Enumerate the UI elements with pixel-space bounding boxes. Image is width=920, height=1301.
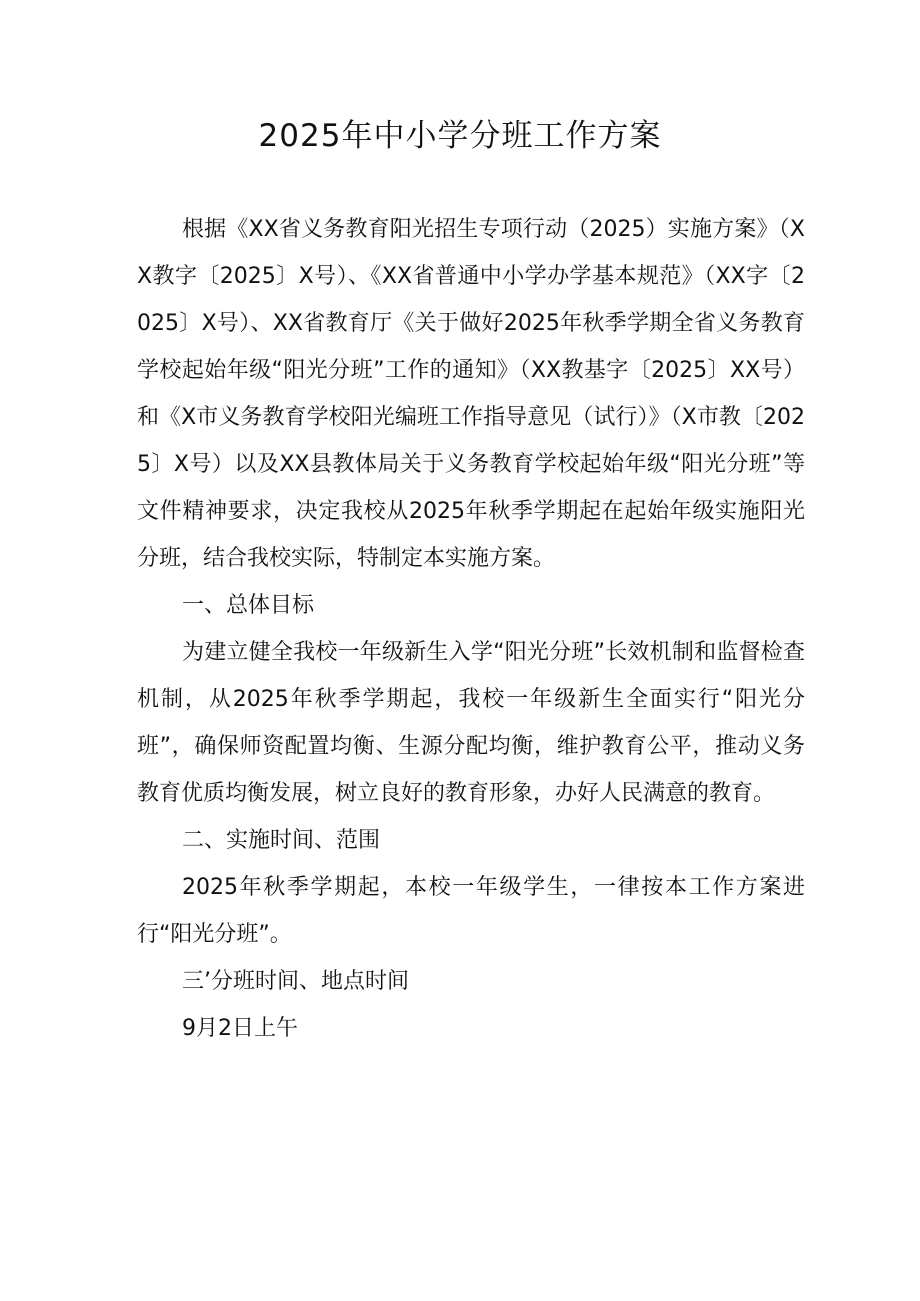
- section-heading-class-time-place: 三’分班时间、地点时间: [182, 969, 409, 994]
- class-date-paragraph: 9月2日上午: [182, 1016, 298, 1041]
- document-title: 2025年中小学分班工作方案: [258, 118, 662, 154]
- section-heading-overall-goal: 一、总体目标: [182, 593, 315, 618]
- document-body: [137, 206, 805, 1052]
- intro-paragraph: 根据《XX省义务教育阳光招生专项行动（2025）实施方案》（XX教字〔2025〕X号）、《XX省普通中小学办学基本规范》（XX字〔2025〕X号）、XX省教育厅《关于做好2025年秋季学期全省义务教育学校起始年级“阳光分班”工作的通知》（XX教基字〔2025〕XX号）和《X市义务教育学校阳光编班工作指导意见（试行）》（X市教〔2025〕X号）以及XX县教体局关于义务教育学校起始年级“阳光分班”等文件精神要求，决定我校从2025年秋季学期起在起始年级实施阳光分班，结合我校实际，特制定本实施方案。: [137, 217, 805, 571]
- overall-goal-paragraph: 为建立健全我校一年级新生入学“阳光分班”长效机制和监督检查机制，从2025年秋季学期起，我校一年级新生全面实行“阳光分班”，确保师资配置均衡、生源分配均衡，维护教育公平，推动义务教育优质均衡发展，树立良好的教育形象，办好人民满意的教育。: [137, 640, 805, 806]
- section-heading-time-scope: 二、实施时间、范围: [182, 828, 381, 853]
- time-scope-paragraph: 2025年秋季学期起，本校一年级学生，一律按本工作方案进行“阳光分班”。: [137, 875, 805, 947]
